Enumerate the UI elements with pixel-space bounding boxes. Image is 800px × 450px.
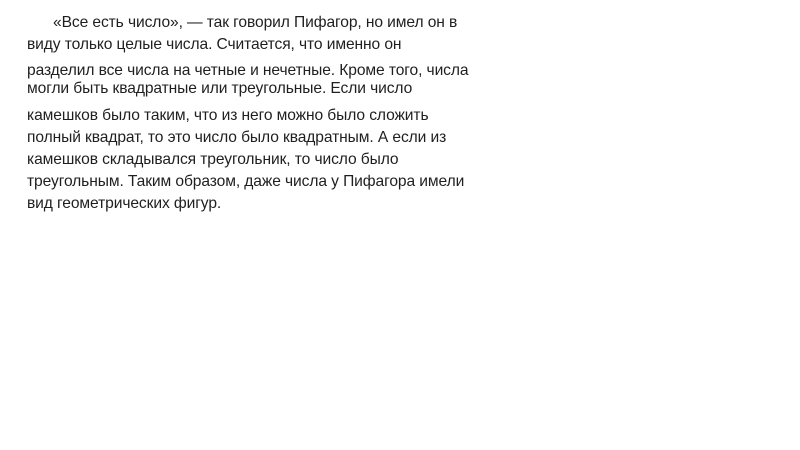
paragraph-line-4: могли быть квадратные или треугольные. Если число bbox=[27, 80, 413, 97]
paragraph-line-9: вид геометрических фигур. bbox=[27, 195, 222, 212]
paragraph-line-8: треугольным. Таким образом, даже числа у Пифагора имели bbox=[27, 173, 465, 190]
paragraph-line-6: полный квадрат, то это число было квадратным. А если из bbox=[27, 129, 447, 146]
paragraph-line-5: камешков было таким, что из него можно было сложить bbox=[27, 107, 429, 124]
paragraph-line-1: «Все есть число», — так говорил Пифагор, но имел он в bbox=[53, 14, 458, 31]
paragraph-line-7: камешков складывался треугольник, то число было bbox=[27, 151, 399, 168]
paragraph bbox=[27, 12, 507, 215]
paragraph-line-3: разделил все числа на четные и нечетные. Кроме того, числа bbox=[27, 62, 469, 79]
paragraph-line-2: виду только целые числа. Считается, что именно он bbox=[27, 36, 402, 53]
